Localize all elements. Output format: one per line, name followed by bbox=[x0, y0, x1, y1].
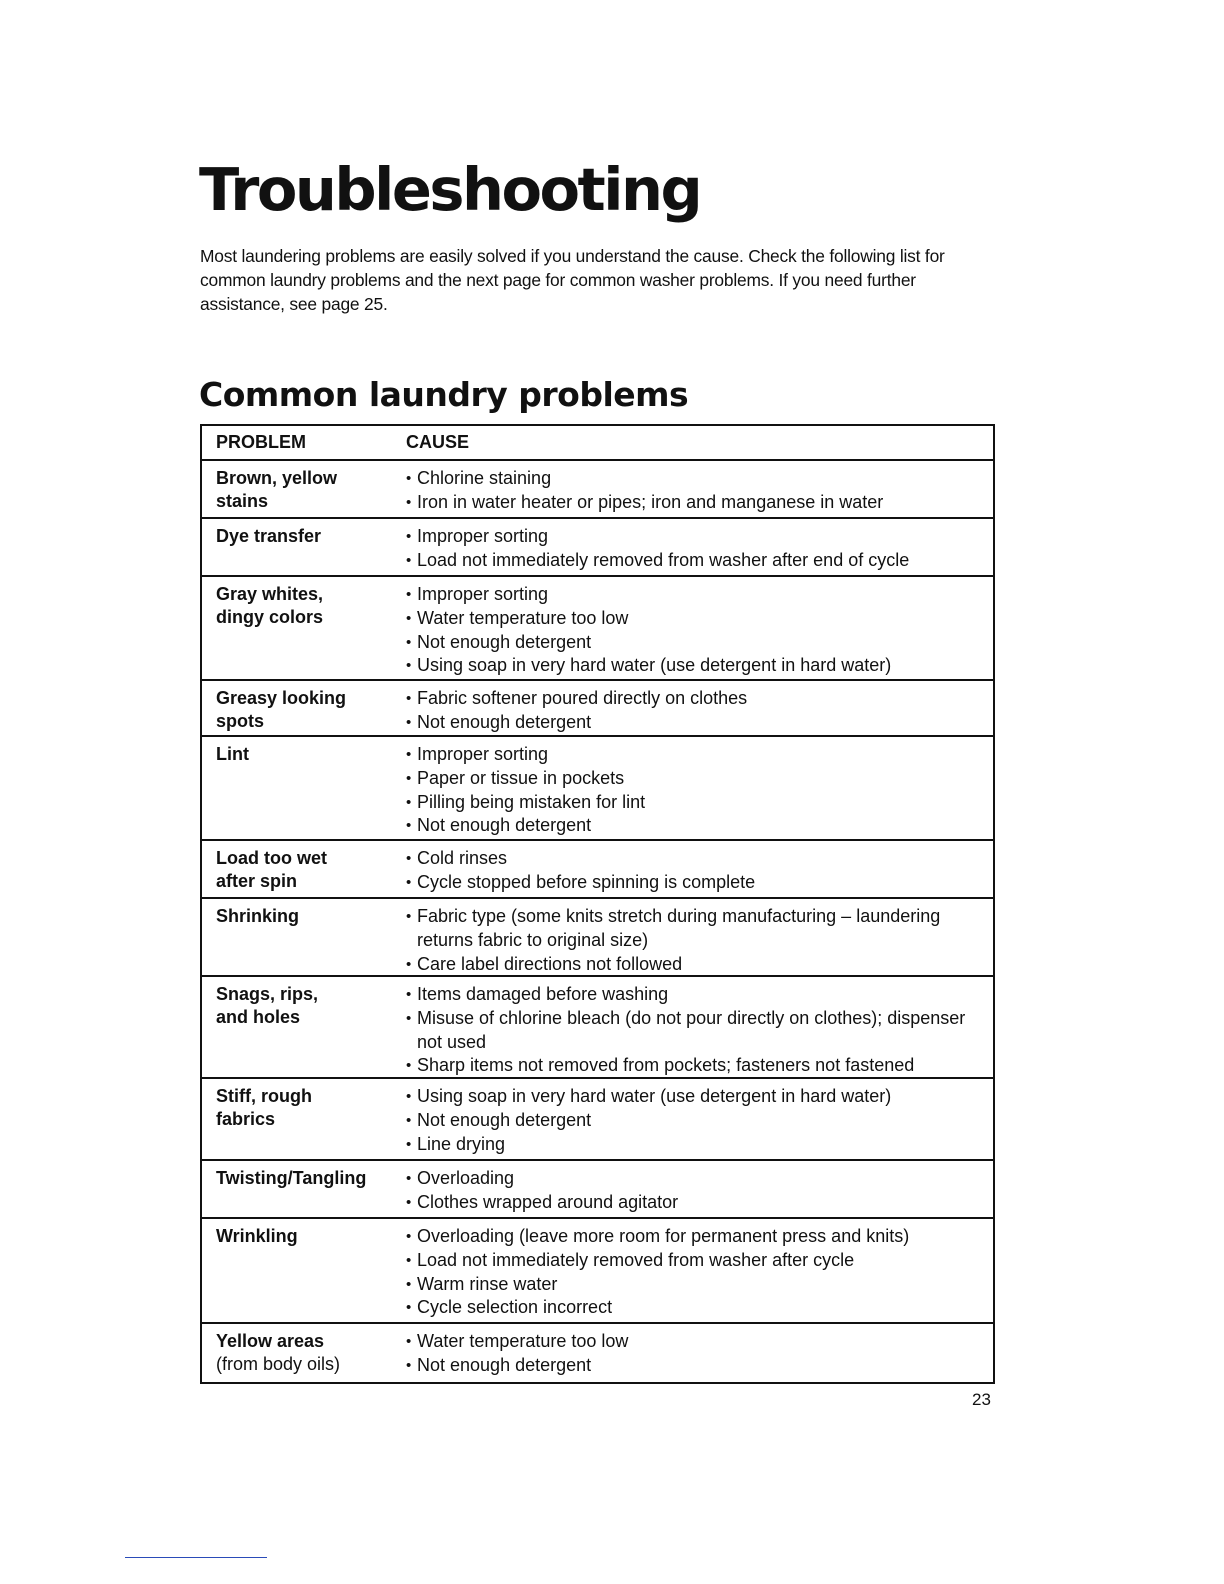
problem-line: Yellow areas bbox=[216, 1331, 325, 1351]
cause-list bbox=[406, 1085, 987, 1156]
problem-line: stains bbox=[216, 491, 269, 511]
table-row bbox=[202, 1079, 993, 1161]
cause-list bbox=[406, 1167, 987, 1215]
cause-cell bbox=[406, 743, 993, 839]
cause-item: • Cycle stopped before spinning is complete bbox=[406, 871, 987, 895]
problems-table bbox=[200, 424, 995, 1384]
problem-note: (from body oils) bbox=[216, 1354, 341, 1374]
cause-cell bbox=[406, 1225, 993, 1322]
cause-item: • Iron in water heater or pipes; iron and manganese in water bbox=[406, 491, 987, 515]
problem-cell bbox=[216, 583, 406, 679]
table-row bbox=[202, 1219, 993, 1324]
cause-cell bbox=[406, 1167, 993, 1217]
cause-item: • Fabric softener poured directly on clothes bbox=[406, 687, 987, 711]
cause-item: • Improper sorting bbox=[406, 583, 987, 607]
cause-item: • Not enough detergent bbox=[406, 711, 987, 735]
table-row bbox=[202, 519, 993, 577]
cause-item: • Chlorine staining bbox=[406, 467, 987, 491]
cause-item: • Care label directions not followed bbox=[406, 953, 987, 977]
problem-cell bbox=[216, 1167, 406, 1217]
cause-item: • Water temperature too low bbox=[406, 607, 987, 631]
cause-item: • Load not immediately removed from washer after end of cycle bbox=[406, 549, 987, 573]
cause-cell bbox=[406, 1330, 993, 1382]
cause-item: • Overloading bbox=[406, 1167, 987, 1191]
table-row bbox=[202, 841, 993, 899]
problem-line: dingy colors bbox=[216, 607, 324, 627]
table-row bbox=[202, 1324, 993, 1382]
cause-cell bbox=[406, 905, 993, 975]
cause-list bbox=[406, 743, 987, 838]
cause-list bbox=[406, 687, 987, 735]
cause-list bbox=[406, 583, 987, 678]
table-row bbox=[202, 577, 993, 681]
cause-item: • Cycle selection incorrect bbox=[406, 1296, 987, 1320]
cause-item: • Not enough detergent bbox=[406, 1354, 987, 1378]
problem-line: Twisting/Tangling bbox=[216, 1168, 367, 1188]
table-header-row bbox=[202, 426, 993, 461]
problem-cell bbox=[216, 847, 406, 897]
problem-cell bbox=[216, 1225, 406, 1322]
problem-line: Snags, rips, bbox=[216, 984, 319, 1004]
cause-cell bbox=[406, 525, 993, 575]
problem-cell bbox=[216, 525, 406, 575]
table-row bbox=[202, 1161, 993, 1219]
cause-cell bbox=[406, 983, 993, 1077]
table-row bbox=[202, 737, 993, 841]
cause-item: • Overloading (leave more room for permanent press and knits) bbox=[406, 1225, 987, 1249]
cause-cell bbox=[406, 687, 993, 735]
cause-item: • Not enough detergent bbox=[406, 814, 987, 838]
cause-item: • Improper sorting bbox=[406, 743, 987, 767]
table-row bbox=[202, 899, 993, 977]
cause-list bbox=[406, 1330, 987, 1378]
cause-list bbox=[406, 525, 987, 573]
cause-item: • Not enough detergent bbox=[406, 1109, 987, 1133]
intro-paragraph: Most laundering problems are easily solved if you understand the cause. Check the following list for common laundry problems and the next page for common washer problems. If you need further assistance, see page 25. bbox=[200, 246, 945, 314]
problem-line: Brown, yellow bbox=[216, 468, 338, 488]
problem-cell bbox=[216, 687, 406, 735]
cause-item: • Cold rinses bbox=[406, 847, 987, 871]
cause-item: • Line drying bbox=[406, 1133, 987, 1157]
problem-cell bbox=[216, 467, 406, 517]
table-row bbox=[202, 977, 993, 1079]
cause-item: • Water temperature too low bbox=[406, 1330, 987, 1354]
header-problem: PROBLEM bbox=[216, 432, 306, 452]
problem-cell bbox=[216, 743, 406, 839]
cause-cell bbox=[406, 583, 993, 679]
cause-item: • Warm rinse water bbox=[406, 1273, 987, 1297]
problem-cell bbox=[216, 905, 406, 975]
problem-line: Greasy looking bbox=[216, 688, 347, 708]
cause-item: • Clothes wrapped around agitator bbox=[406, 1191, 987, 1215]
cause-item: • Using soap in very hard water (use detergent in hard water) bbox=[406, 654, 987, 678]
footer-rule bbox=[125, 1557, 267, 1558]
problem-line: Gray whites, bbox=[216, 584, 324, 604]
problem-line: after spin bbox=[216, 871, 298, 891]
cause-list bbox=[406, 467, 987, 515]
table-row bbox=[202, 461, 993, 519]
problem-cell bbox=[216, 983, 406, 1077]
header-cause: CAUSE bbox=[406, 432, 470, 452]
problem-cell bbox=[216, 1330, 406, 1382]
problem-line: fabrics bbox=[216, 1109, 276, 1129]
problem-cell bbox=[216, 1085, 406, 1159]
cause-cell bbox=[406, 1085, 993, 1159]
cause-item: • Improper sorting bbox=[406, 525, 987, 549]
cause-list bbox=[406, 1225, 987, 1320]
cause-item: • Paper or tissue in pockets bbox=[406, 767, 987, 791]
cause-item: • Fabric type (some knits stretch during manufacturing – laundering returns fabric to original size) bbox=[406, 905, 987, 953]
cause-item: • Sharp items not removed from pockets; fasteners not fastened bbox=[406, 1054, 987, 1078]
cause-cell bbox=[406, 847, 993, 897]
page-number: 23 bbox=[972, 1390, 991, 1409]
problem-line: Wrinkling bbox=[216, 1226, 298, 1246]
cause-list bbox=[406, 847, 987, 895]
cause-list bbox=[406, 983, 987, 1078]
problem-line: Stiff, rough bbox=[216, 1086, 312, 1106]
problem-line: Load too wet bbox=[216, 848, 327, 868]
cause-item: • Pilling being mistaken for lint bbox=[406, 791, 987, 815]
problem-line: Lint bbox=[216, 744, 249, 764]
cause-item: • Items damaged before washing bbox=[406, 983, 987, 1007]
problem-line: Dye transfer bbox=[216, 526, 322, 546]
table-body bbox=[202, 461, 993, 1382]
cause-item: • Not enough detergent bbox=[406, 631, 987, 655]
cause-list bbox=[406, 905, 987, 976]
cause-cell bbox=[406, 467, 993, 517]
problem-line: spots bbox=[216, 711, 265, 731]
cause-item: • Misuse of chlorine bleach (do not pour directly on clothes); dispenser not used bbox=[406, 1007, 987, 1055]
table-row bbox=[202, 681, 993, 737]
section-title: Common laundry problems bbox=[199, 375, 689, 414]
cause-item: • Load not immediately removed from washer after cycle bbox=[406, 1249, 987, 1273]
problem-line: and holes bbox=[216, 1007, 301, 1027]
page-title: Troubleshooting bbox=[199, 155, 701, 224]
problem-line: Shrinking bbox=[216, 906, 300, 926]
cause-item: • Using soap in very hard water (use detergent in hard water) bbox=[406, 1085, 987, 1109]
